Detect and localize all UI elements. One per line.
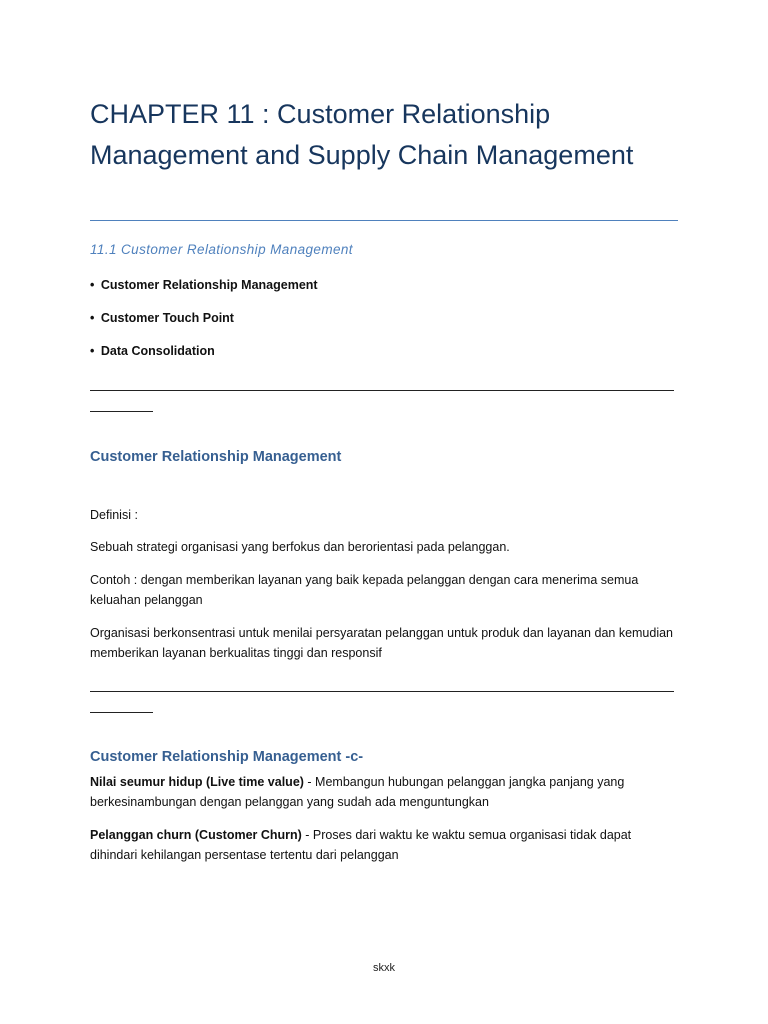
- title-underline: [90, 220, 678, 221]
- bullet-icon: •: [90, 344, 95, 358]
- customer-churn-term: Pelanggan churn (Customer Churn): [90, 828, 302, 842]
- crm-heading: Customer Relationship Management: [90, 449, 342, 465]
- bullet-text: Customer Touch Point: [100, 311, 234, 325]
- separator-line: [90, 691, 674, 692]
- page-footer: skxk: [373, 962, 395, 974]
- list-item: [90, 343, 318, 360]
- customer-churn-paragraph: [90, 825, 680, 865]
- separator-line-continuation: [90, 411, 153, 412]
- definition-label: Definisi :: [90, 508, 138, 522]
- topic-bullet-list: [90, 277, 318, 376]
- bullet-icon: •: [90, 311, 95, 325]
- separator-line-continuation: [90, 712, 153, 713]
- crm-continued-heading: Customer Relationship Management -c-: [90, 749, 364, 765]
- example-text: Contoh : dengan memberikan layanan yang baik kepada pelanggan dengan cara menerima semua keluahan pelanggan: [90, 573, 639, 607]
- list-item: [90, 310, 318, 327]
- section-heading: 11.1 Customer Relationship Management: [90, 242, 353, 257]
- lifetime-value-term: Nilai seumur hidup (Live time value): [90, 775, 304, 789]
- bullet-text: Data Consolidation: [100, 344, 215, 358]
- list-item: [90, 277, 318, 294]
- separator-line: [90, 390, 674, 391]
- lifetime-value-description: - Membangun hubungan pelanggan jangka panjang yang berkesinambungan dengan pelanggan yang sudah ada menguntungkan: [90, 775, 625, 809]
- customer-churn-description: - Proses dari waktu ke waktu semua organisasi tidak dapat dihindari kehilangan persentase tertentu dari pelanggan: [90, 828, 632, 862]
- bullet-text: Customer Relationship Management: [100, 278, 318, 292]
- organization-text: Organisasi berkonsentrasi untuk menilai persyaratan pelanggan untuk produk dan layanan dan kemudian memberikan layanan berkualitas tinggi dan responsif: [90, 626, 674, 660]
- lifetime-value-paragraph: [90, 772, 680, 812]
- chapter-title: CHAPTER 11 : Customer Relationship Management and Supply Chain Management: [90, 99, 634, 170]
- bullet-icon: •: [90, 278, 95, 292]
- definition-text: Sebuah strategi organisasi yang berfokus dan berorientasi pada pelanggan.: [90, 540, 510, 554]
